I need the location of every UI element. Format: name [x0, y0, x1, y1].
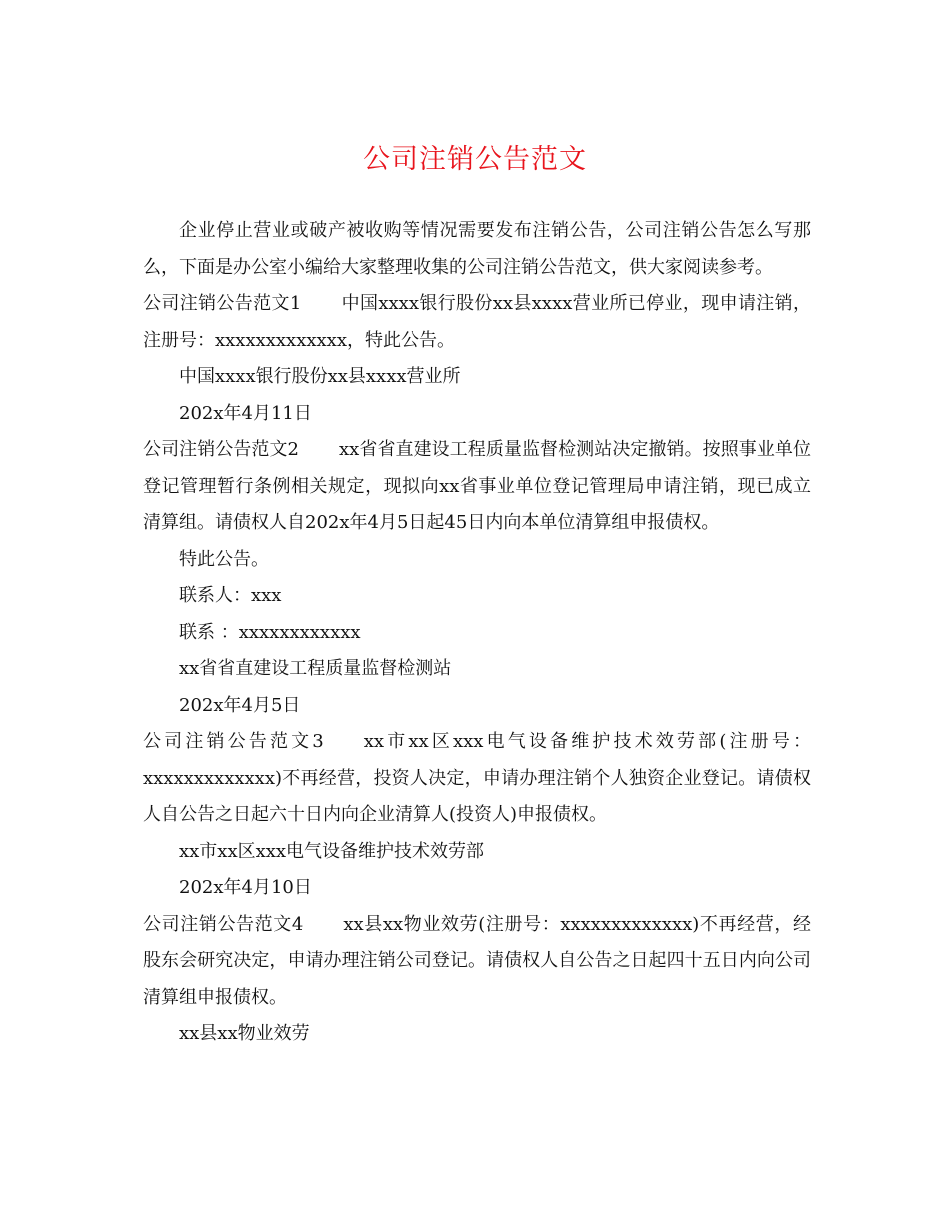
notice-heading: 公司注销公告范文1	[143, 293, 302, 314]
paragraph-text: 202x年4月5日	[179, 694, 301, 716]
paragraph-text: 中国xxxx银行股份xx县xxxx营业所	[179, 366, 461, 387]
contact-line	[143, 615, 811, 652]
paragraph-text: xx县xx物业效劳(注册号：xxxxxxxxxxxxx)不再经营，经股东会研究决定，申请办理注销公司登记。请债权人自公告之日起四十五日内向公司清算组申报债权。	[143, 913, 811, 1008]
intro-paragraph	[143, 213, 811, 286]
notice-paragraph-1	[143, 286, 811, 359]
paragraph-text: xx市xx区xxx电气设备维护技术效劳部(注册号：xxxxxxxxxxxxx)不再经营，投资人决定，申请办理注销个人独资企业登记。请债权人自公告之日起六十日内向企业清算人(投资人)申报债权。	[143, 731, 811, 825]
notice-paragraph-3	[143, 724, 811, 834]
paragraph-text: xx省省直建设工程质量监督检测站决定撤销。按照事业单位登记管理暂行条例相关规定，现拟向xx省事业单位登记管理局申请注销，现已成立清算组。请债权人自202x年4月5日起45日内向本单位清算组申报债权。	[143, 439, 811, 533]
signature-line	[143, 651, 811, 688]
paragraph-text: xx县xx物业效劳	[179, 1023, 310, 1044]
date-line	[143, 688, 811, 725]
paragraph-text: 企业停止营业或破产被收购等情况需要发布注销公告，公司注销公告怎么写那么，下面是办公室小编给大家整理收集的公司注销公告范文，供大家阅读参考。	[143, 220, 811, 278]
paragraph-text: xx省省直建设工程质量监督检测站	[179, 658, 452, 679]
notice-heading: 公司注销公告范文2	[143, 439, 299, 460]
date-line	[143, 396, 811, 433]
contact-person-line	[143, 578, 811, 615]
signature-line	[143, 1016, 811, 1053]
paragraph-text: 特此公告。	[179, 548, 269, 570]
signature-line	[143, 834, 811, 871]
paragraph-text: 202x年4月11日	[179, 402, 312, 424]
notice-heading: 公司注销公告范文4	[143, 913, 304, 935]
notice-paragraph-4	[143, 907, 811, 1017]
notice-paragraph-2	[143, 432, 811, 542]
paragraph-text: xx市xx区xxx电气设备维护技术效劳部	[179, 840, 485, 862]
paragraph-text: 中国xxxx银行股份xx县xxxx营业所已停业，现申请注销，注册号：xxxxxxxxxxxxx，特此公告。	[143, 293, 812, 351]
closing-line	[143, 542, 811, 579]
notice-heading: 公司注销公告范文3	[143, 731, 324, 752]
paragraph-text: 联系人：xxx	[179, 585, 282, 606]
paragraph-text: 联系 ：xxxxxxxxxxxx	[179, 621, 361, 643]
date-line	[143, 870, 811, 907]
document-body	[143, 213, 811, 1053]
document-title: 公司注销公告范文	[363, 144, 587, 175]
paragraph-text: 202x年4月10日	[179, 877, 312, 898]
signature-line	[143, 359, 811, 396]
